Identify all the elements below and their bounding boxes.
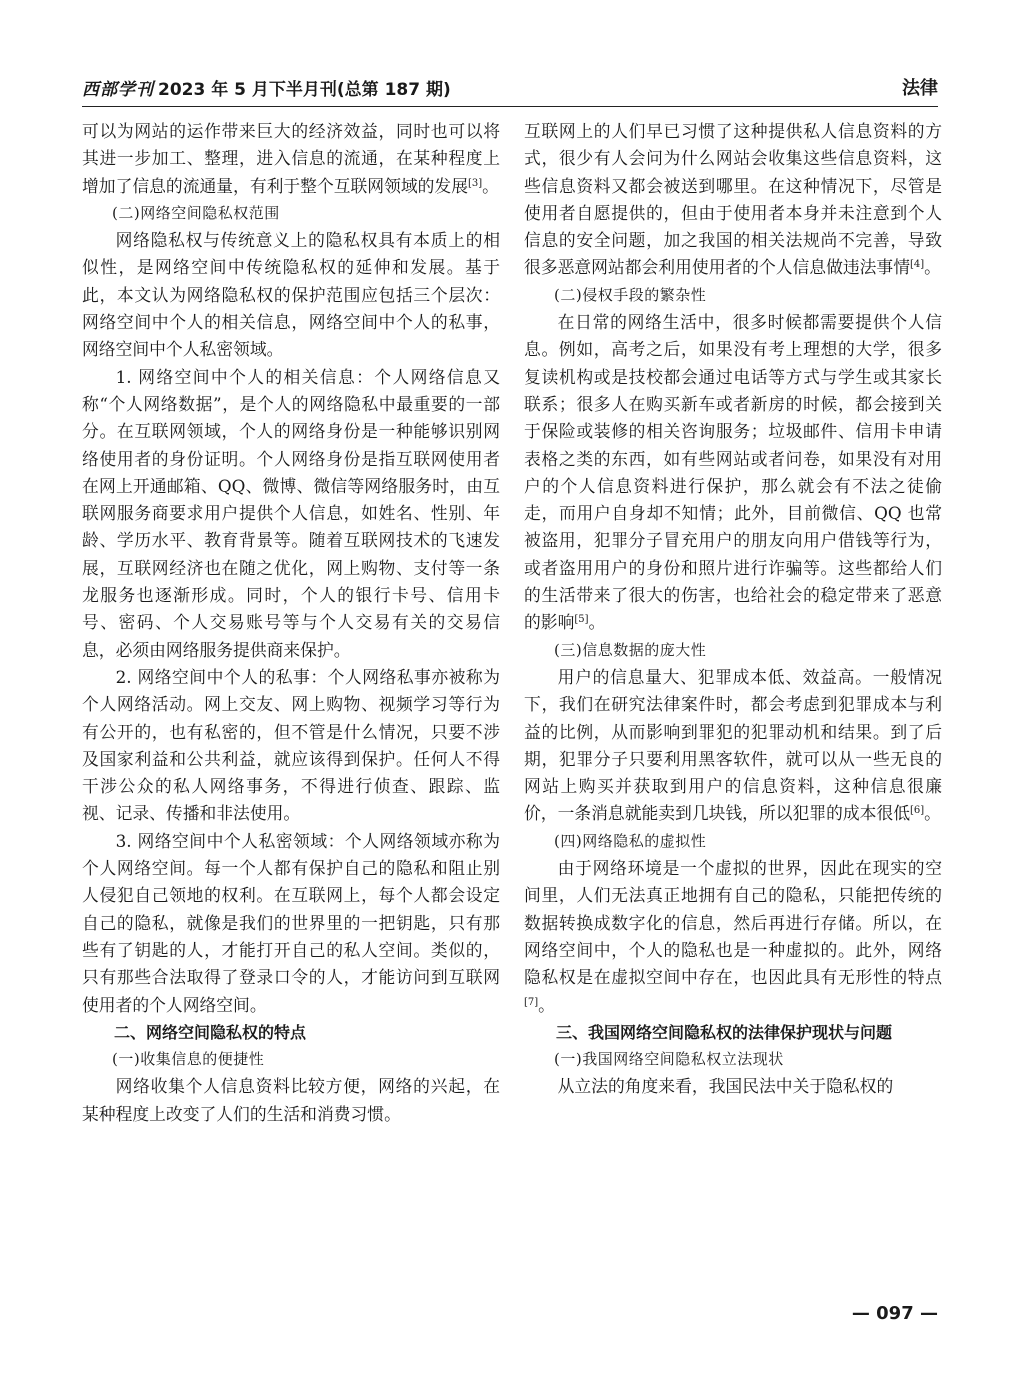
citation: [3] bbox=[467, 177, 483, 189]
subsection-heading: (三)信息数据的庞大性 bbox=[554, 640, 707, 659]
issue-info: 2023 年 5 月下半月刊(总第 187 期) bbox=[158, 79, 451, 100]
paragraph: 3. 网络空间中个人私密领域：个人网络领域亦称为个人网络空间。每一个人都有保护自己的隐私和阻止别人侵犯自己领地的权利。在互联网上，每个人都会设定自己的隐私，就像是我们的世界里的一把钥匙，只有那些有了钥匙的人，才能打开自己的私人空间。类似的，只有那些合法取得了登录口令的人，才能访问到互联网使用者的个人网络空间。 bbox=[82, 830, 500, 1015]
citation: [5] bbox=[574, 614, 589, 626]
paragraph: 网络收集个人信息资料比较方便，网络的兴起，在某种程度上改变了人们的生活和消费习惯。 bbox=[82, 1076, 500, 1124]
subsection-heading: (二)网络空间隐私权范围 bbox=[112, 203, 280, 222]
section-heading: 二、网络空间隐私权的特点 bbox=[114, 1022, 307, 1042]
journal-logo: 西部学刊 bbox=[82, 79, 154, 100]
paragraph: 可以为网站的运作带来巨大的经济效益，同时也可以将其进一步加工、整理，进入信息的流通，在某种程度上增加了信息的流通量，有利于整个互联网领域的发展[3]。 bbox=[82, 121, 500, 196]
header-rule bbox=[82, 106, 938, 107]
left-column bbox=[82, 118, 500, 1128]
right-column bbox=[524, 118, 942, 1101]
paragraph: 从立法的角度来看，我国民法中关于隐私权的 bbox=[557, 1076, 894, 1097]
paragraph: 互联网上的人们早已习惯了这种提供私人信息资料的方式，很少有人会问为什么网站会收集这些信息资料，这些信息资料又都会被送到哪里。在这种情况下，尽管是使用者自愿提供的，但由于使用者本身并未注意到个人信息的安全问题，加之我国的相关法规尚不完善，导致很多恶意网站都会利用使用者的个人信息做违法事情[4]。 bbox=[524, 121, 942, 278]
citation: [6] bbox=[909, 805, 925, 817]
paragraph: 由于网络环境是一个虚拟的世界，因此在现实的空间里，人们无法真正地拥有自己的隐私，只能把传统的数据转换成数字化的信息，然后再进行存储。所以，在网络空间中，个人的隐私也是一种虚拟的。此外，网络隐私权是在虚拟空间中存在，也因此具有无形性的特点[7]。 bbox=[524, 858, 942, 1015]
running-header bbox=[82, 72, 938, 102]
paragraph: 用户的信息量大、犯罪成本低、效益高。一般情况下，我们在研究法律案件时，都会考虑到犯罪成本与利益的比例，从而影响到罪犯的犯罪动机和结果。到了后期，犯罪分子只要利用黑客软件，就可以从一些无良的网站上购买并获取到用户的信息资料，这种信息很廉价，一条消息就能卖到几块钱，所以犯罪的成本很低[6]。 bbox=[524, 666, 942, 824]
subsection-heading: (一)我国网络空间隐私权立法现状 bbox=[554, 1050, 784, 1069]
citation: [4] bbox=[909, 259, 925, 271]
subsection-heading: (二)侵权手段的繁杂性 bbox=[554, 285, 707, 304]
paragraph: 1. 网络空间中个人的相关信息：个人网络信息又称“个人网络数据”，是个人的网络隐私中最重要的一部分。在互联网领域，个人的网络身份是一种能够识别网络使用者的身份证明。个人网络身份是指互联网使用者在网上开通邮箱、QQ、微博、微信等网络服务时，由互联网服务商要求用户提供个人信息，如姓名、性别、年龄、学历水平、教育背景等。随着互联网技术的飞速发展，互联网经济也在随之优化，网上购物、支付等一条龙服务也逐渐形成。同时，个人的银行卡号、信用卡号、密码、个人交易账号等与个人交易有关的交易信息，必须由网络服务提供商来保护。 bbox=[82, 366, 500, 660]
paragraph: 在日常的网络生活中，很多时候都需要提供个人信息。例如，高考之后，如果没有考上理想的大学，很多复读机构或是技校都会通过电话等方式与学生或其家长联系；很多人在购买新车或者新房的时候，都会接到关于保险或装修的相关咨询服务；垃圾邮件、信用卡申请表格之类的东西，如有些网站或者问卷，如果没有对用户的个人信息资料进行保护，那么就会有不法之徒偷走，而用户自身却不知情；此外，目前微信、QQ 也常被盗用，犯罪分子冒充用户的朋友向用户借钱等行为，或者盗用用户的身份和照片进行诈骗等。这些都给人们的生活带来了很大的伤害，也给社会的稳定带来了恶意的影响[5]。 bbox=[524, 312, 942, 633]
paragraph: 网络隐私权与传统意义上的隐私权具有本质上的相似性，是网络空间中传统隐私权的延伸和发展。基于此，本文认为网络隐私权的保护范围应包括三个层次：网络空间中个人的相关信息，网络空间中个人的私事，网络空间中个人私密领域。 bbox=[82, 230, 500, 360]
section-name: 法律 bbox=[902, 78, 938, 99]
subsection-heading: (四)网络隐私的虚拟性 bbox=[554, 831, 707, 850]
paragraph: 2. 网络空间中个人的私事：个人网络私事亦被称为个人网络活动。网上交友、网上购物、视频学习等行为有公开的，也有私密的，但不管是什么情况，只要不涉及国家利益和公共利益，就应该得到保护。任何人不得干涉公众的私人网络事务，不得进行侦查、跟踪、监视、记录、传播和非法使用。 bbox=[82, 666, 500, 824]
citation: [7] bbox=[524, 996, 539, 1008]
page-number: — 097 — bbox=[851, 1303, 938, 1324]
header-left bbox=[82, 75, 451, 100]
subsection-heading: (一)收集信息的便捷性 bbox=[112, 1050, 265, 1069]
section-heading: 三、我国网络空间隐私权的法律保护现状与问题 bbox=[556, 1022, 893, 1042]
